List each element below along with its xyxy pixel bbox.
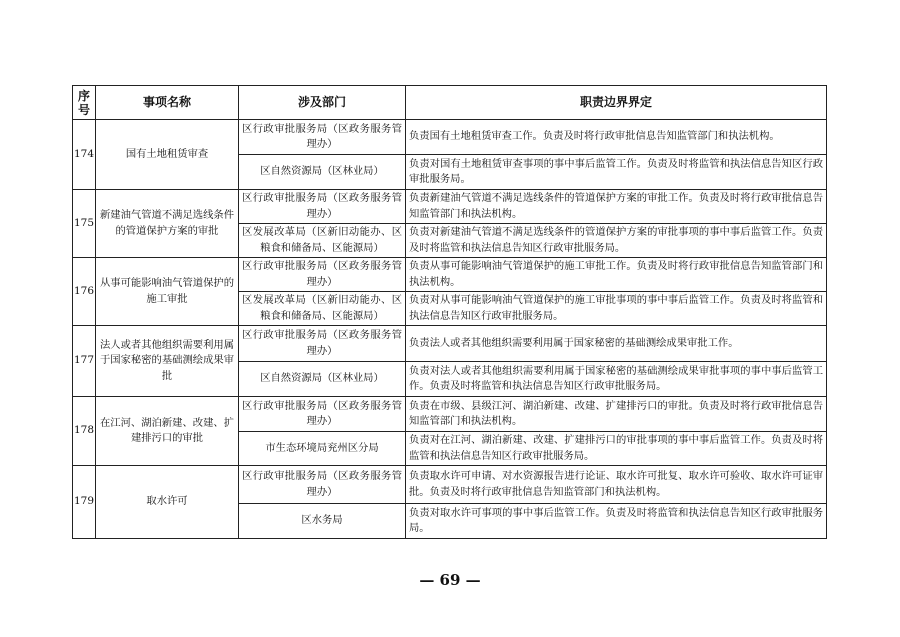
department: 区行政审批服务局（区政务服务管理办）	[239, 466, 406, 504]
table-header-row	[73, 86, 827, 120]
department: 区行政审批服务局（区政务服务管理办）	[239, 120, 406, 155]
department: 区发展改革局（区新旧动能办、区粮食和储备局、区能源局）	[239, 292, 406, 326]
page-number: — 69 —	[419, 571, 481, 589]
department: 区行政审批服务局（区政务服务管理办）	[239, 397, 406, 432]
item-name: 在江河、湖泊新建、改建、扩建排污口的审批	[96, 397, 239, 466]
responsibility: 负责新建油气管道不满足选线条件的管道保护方案的审批工作。负责及时将行政审批信息告知监管部门和执法机构。	[406, 190, 827, 224]
column-header-responsibility: 职责边界界定	[406, 86, 827, 120]
department: 区自然资源局（区林业局）	[239, 155, 406, 190]
responsibility: 负责对法人或者其他组织需要利用属于国家秘密的基础测绘成果审批事项的事中事后监管工作。负责及时将监管和执法信息告知区行政审批服务局。	[406, 362, 827, 397]
item-name: 从事可能影响油气管道保护的施工审批	[96, 258, 239, 326]
item-name: 国有土地租赁审查	[96, 120, 239, 190]
department: 区发展改革局（区新旧动能办、区粮食和储备局、区能源局）	[239, 224, 406, 258]
responsibility: 负责取水许可申请、对水资源报告进行论证、取水许可批复、取水许可验收、取水许可证审批。负责及时将行政审批信息告知监管部门和执法机构。	[406, 466, 827, 504]
item-name: 新建油气管道不满足选线条件的管道保护方案的审批	[96, 190, 239, 258]
column-header-department: 涉及部门	[239, 86, 406, 120]
department: 市生态环境局兖州区分局	[239, 432, 406, 466]
table-row	[73, 326, 827, 362]
department: 区水务局	[239, 504, 406, 539]
row-number: 179	[73, 466, 96, 539]
item-name: 法人或者其他组织需要利用属于国家秘密的基础测绘成果审批	[96, 326, 239, 397]
responsibility: 负责对国有土地租赁审查事项的事中事后监管工作。负责及时将监管和执法信息告知区行政审批服务局。	[406, 155, 827, 190]
responsibility: 负责对取水许可事项的事中事后监管工作。负责及时将监管和执法信息告知区行政审批服务局。	[406, 504, 827, 539]
responsibility: 负责对新建油气管道不满足选线条件的管道保护方案的审批事项的事中事后监管工作。负责及时将监管和执法信息告知区行政审批服务局。	[406, 224, 827, 258]
row-number: 178	[73, 397, 96, 466]
table-row	[73, 120, 827, 155]
department: 区行政审批服务局（区政务服务管理办）	[239, 190, 406, 224]
row-number: 177	[73, 326, 96, 397]
item-name: 取水许可	[96, 466, 239, 539]
responsibility: 负责对在江河、湖泊新建、改建、扩建排污口的审批事项的事中事后监管工作。负责及时将监管和执法信息告知区行政审批服务局。	[406, 432, 827, 466]
column-header-no: 序号	[73, 86, 96, 120]
table-row	[73, 397, 827, 432]
responsibility-table-container	[72, 85, 826, 539]
department: 区行政审批服务局（区政务服务管理办）	[239, 326, 406, 362]
responsibility: 负责在市级、县级江河、湖泊新建、改建、扩建排污口的审批。负责及时将行政审批信息告知监管部门和执法机构。	[406, 397, 827, 432]
responsibility: 负责对从事可能影响油气管道保护的施工审批事项的事中事后监管工作。负责及时将监管和执法信息告知区行政审批服务局。	[406, 292, 827, 326]
table-row	[73, 190, 827, 224]
table-row	[73, 258, 827, 292]
row-number: 175	[73, 190, 96, 258]
column-header-item-name: 事项名称	[96, 86, 239, 120]
row-number: 176	[73, 258, 96, 326]
department: 区自然资源局（区林业局）	[239, 362, 406, 397]
department: 区行政审批服务局（区政务服务管理办）	[239, 258, 406, 292]
row-number: 174	[73, 120, 96, 190]
responsibility-table	[72, 85, 827, 539]
responsibility: 负责法人或者其他组织需要利用属于国家秘密的基础测绘成果审批工作。	[406, 326, 827, 362]
responsibility: 负责从事可能影响油气管道保护的施工审批工作。负责及时将行政审批信息告知监管部门和执法机构。	[406, 258, 827, 292]
table-row	[73, 466, 827, 504]
responsibility: 负责国有土地租赁审查工作。负责及时将行政审批信息告知监管部门和执法机构。	[406, 120, 827, 155]
